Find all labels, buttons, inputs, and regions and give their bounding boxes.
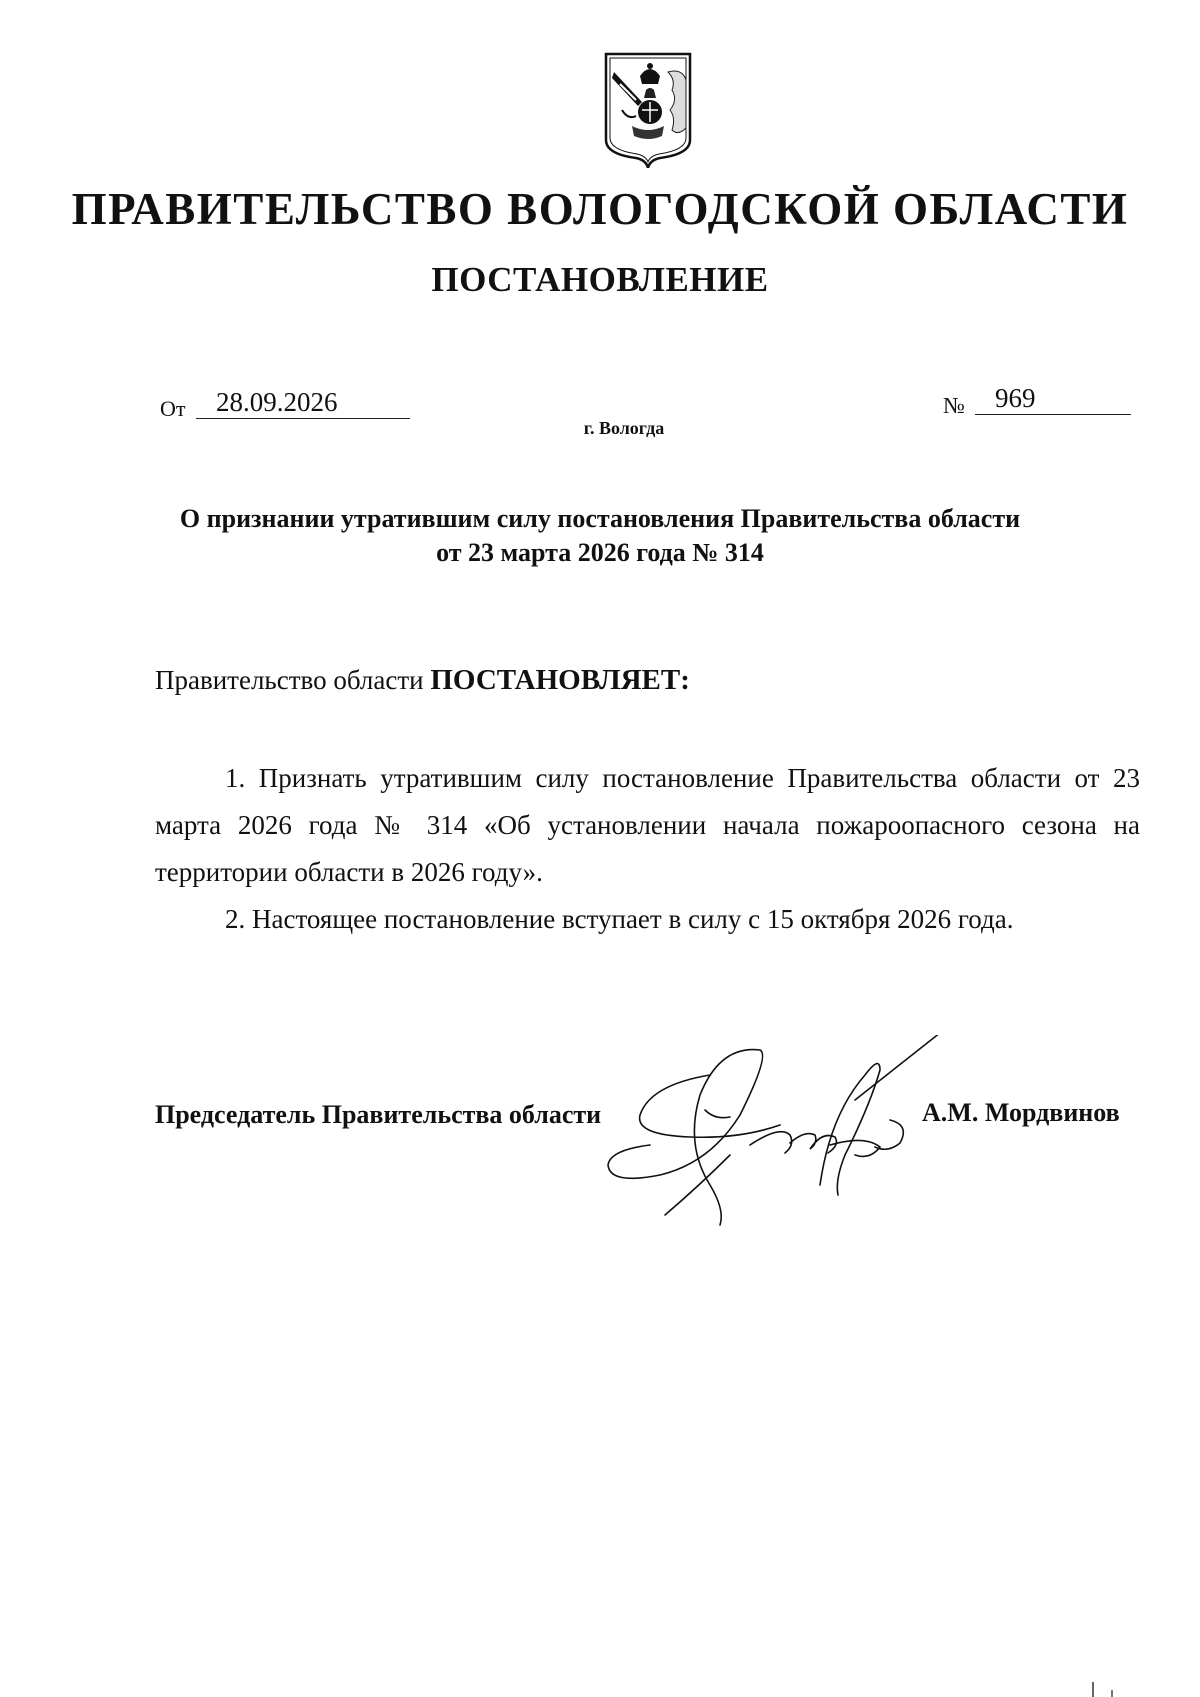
item-1: 1. Признать утратившим силу постановление Правительства области от 23 марта 2026 года № 314 «Об установлении начала пожароопасного сезона на территории области в 2026 году».	[155, 763, 1140, 887]
handwritten-signature	[590, 1035, 950, 1235]
signatory-name: А.М. Мордвинов	[922, 1098, 1120, 1127]
number-label: №	[943, 393, 965, 418]
document-number: 969	[975, 382, 1131, 415]
scan-mark	[1111, 1690, 1113, 1697]
decree-verb: ПОСТАНОВЛЯЕТ:	[430, 664, 690, 696]
scan-mark	[1092, 1682, 1094, 1697]
document-type: ПОСТАНОВЛЕНИЕ	[431, 260, 769, 299]
coat-of-arms-icon	[602, 50, 694, 168]
date-label: От	[160, 396, 186, 421]
subject-line-1: О признании утратившим силу постановления Правительства области	[179, 504, 1021, 533]
decree-prefix: Правительство области	[155, 665, 431, 695]
document-subject	[150, 502, 1050, 570]
body-text	[155, 755, 1140, 943]
city-line: г. Вологда	[583, 418, 665, 438]
subject-line-2: от 23 марта 2026 года № 314	[436, 538, 764, 567]
item-2: 2. Настоящее постановление вступает в силу с 15 октября 2026 года.	[225, 904, 1014, 934]
decree-line	[155, 664, 690, 697]
signatory-position: Председатель Правительства области	[155, 1100, 602, 1129]
organization-title: ПРАВИТЕЛЬСТВО ВОЛОГОДСКОЙ ОБЛАСТИ	[71, 184, 1129, 234]
document-date: 28.09.2026	[196, 386, 410, 419]
